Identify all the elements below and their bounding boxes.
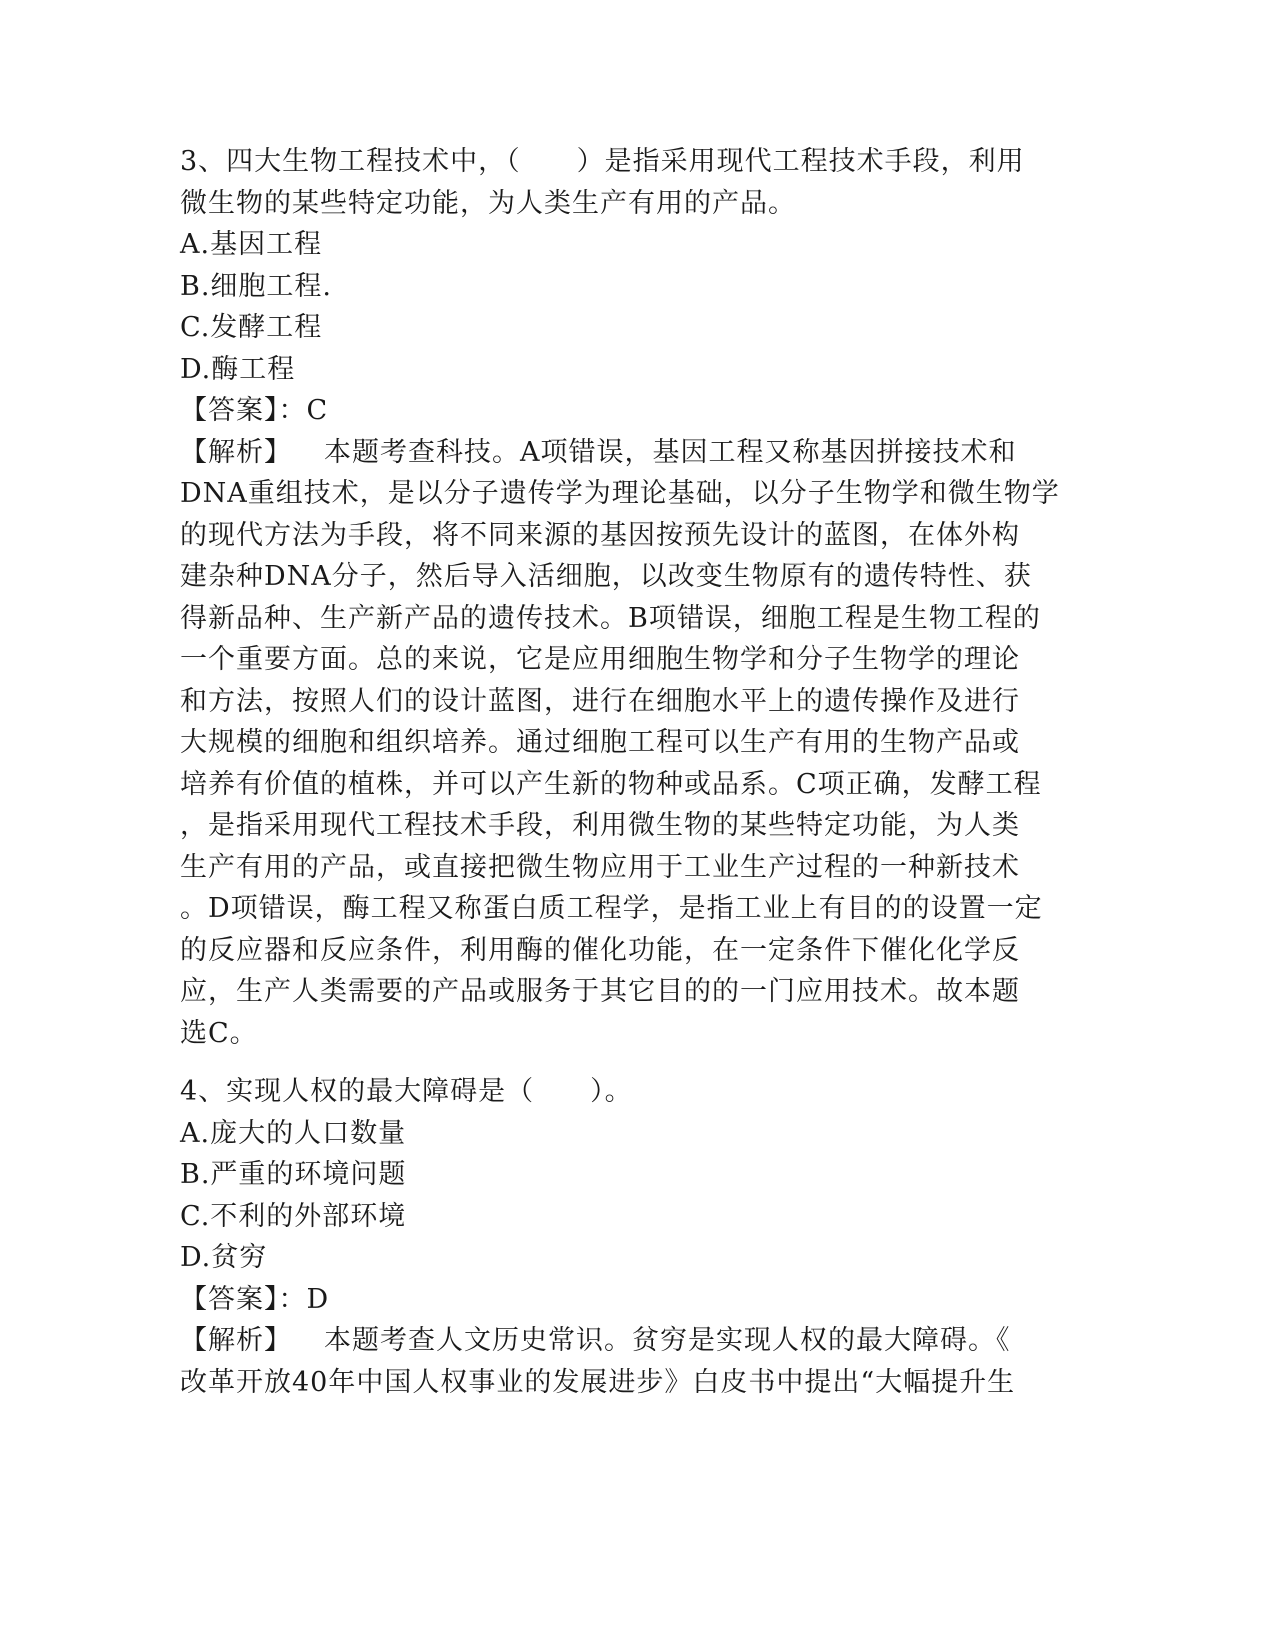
analysis-line: 建杂种DNA分子，然后导入活细胞，以改变生物原有的遗传特性、获 <box>180 561 1032 592</box>
option-b: B.严重的环境问题 <box>180 1159 407 1190</box>
analysis-line: 应，生产人类需要的产品或服务于其它目的的一门应用技术。故本题 <box>180 976 1020 1007</box>
analysis-line <box>180 1320 1060 1362</box>
analysis-line: 改革开放40年中国人权事业的发展进步》白皮书中提出“大幅提升生 <box>180 1366 1016 1398</box>
question-stem: 微生物的某些特定功能，为人类生产有用的产品。 <box>180 187 796 219</box>
option-c: C.不利的外部环境 <box>180 1200 407 1232</box>
question-4 <box>180 1071 1060 1403</box>
analysis-line: 生产有用的产品，或直接把微生物应用于工业生产过程的一种新技术 <box>180 851 1020 883</box>
option-a: A.庞大的人口数量 <box>180 1117 407 1149</box>
option-b: B.细胞工程. <box>180 270 333 302</box>
analysis-line: 一个重要方面。总的来说，它是应用细胞生物学和分子生物学的理论 <box>180 644 1020 675</box>
answer-line: 【答案】：C <box>180 395 329 426</box>
question-stem: 4、实现人权的最大障碍是（ ）。 <box>180 1076 633 1107</box>
option-d: D.贫穷 <box>180 1242 268 1273</box>
question-3 <box>180 141 1060 1054</box>
analysis-line <box>180 432 1060 474</box>
analysis-label: 【解析】 <box>180 1325 292 1356</box>
analysis-line: 培养有价值的植株，并可以产生新的物种或品系。C项正确，发酵工程 <box>180 768 1042 800</box>
analysis-line: DNA重组技术，是以分子遗传学为理论基础，以分子生物学和微生物学 <box>180 478 1060 509</box>
analysis-line: 。D项错误，酶工程又称蛋白质工程学，是指工业上有目的的设置一定 <box>180 893 1043 924</box>
analysis-line: ，是指采用现代工程技术手段，利用微生物的某些特定功能，为人类 <box>180 810 1020 841</box>
answer-line: 【答案】：D <box>180 1283 330 1315</box>
analysis-line: 和方法，按照人们的设计蓝图，进行在细胞水平上的遗传操作及进行 <box>180 685 1020 717</box>
option-c: C.发酵工程 <box>180 312 323 343</box>
analysis-label: 【解析】 <box>180 436 292 468</box>
analysis-line: 得新品种、生产新产品的遗传技术。B项错误，细胞工程是生物工程的 <box>180 602 1041 634</box>
question-stem: 3、四大生物工程技术中，（ ）是指采用现代工程技术手段，利用 <box>180 146 1025 177</box>
analysis-line: 的反应器和反应条件，利用酶的催化功能，在一定条件下催化化学反 <box>180 934 1020 966</box>
analysis-line: 大规模的细胞和组织培养。通过细胞工程可以生产有用的生物产品或 <box>180 727 1020 758</box>
option-a: A.基因工程 <box>180 229 323 260</box>
analysis-text: 本题考查科技。A项错误，基因工程又称基因拼接技术和 <box>324 436 1017 468</box>
analysis-line: 选C。 <box>180 1017 258 1049</box>
option-d: D.酶工程 <box>180 353 296 385</box>
analysis-text: 本题考查人文历史常识。贫穷是实现人权的最大障碍。《 <box>324 1325 1011 1356</box>
analysis-line: 的现代方法为手段，将不同来源的基因按预先设计的蓝图，在体外构 <box>180 519 1020 551</box>
